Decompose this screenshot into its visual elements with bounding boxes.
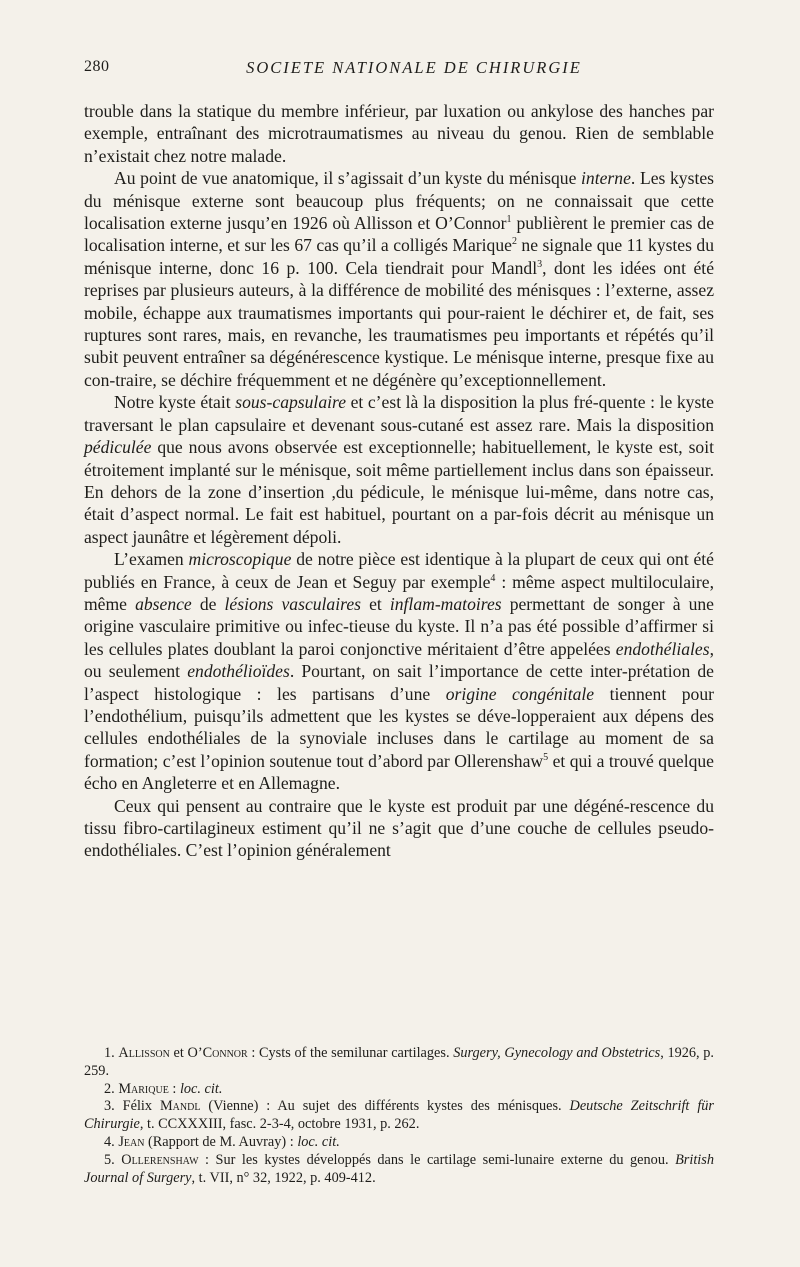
text-run: , dont les idées ont été reprises par plusieurs auteurs, à la différence de mobilité des ménisques : l’externe, assez mobile, échappe aux traumatismes importants qui pour-raient le déchirer et, de fait, ses ruptures sont rares, mais, en revanche, les traumatismes peu importants et répétés qu’il subit peuvent entraîner sa dégénérescence kystique. Le ménisque interne, presque fixe au con-traire, se déchire fréquemment et ne dégénère qu’exceptionnellement. [84, 257, 714, 390]
journal-title: Surgery, Gynecology and Obstetrics [453, 1045, 661, 1061]
text-run: de [191, 593, 225, 614]
running-title: SOCIETE NATIONALE DE CHIRURGIE [246, 58, 582, 77]
emphasis: origine congénitale [445, 683, 595, 704]
text-run: , t. CCXXXIII, fasc. 2-3-4, octobre 1931, p. 262. [139, 1116, 420, 1133]
text-run: et c’est là la disposition la plus fré-quente : le kyste traversant le plan capsulaire et devenant sous-cutané est assez rare. Mais la disposition [84, 392, 714, 435]
footnote-number: 3. [104, 1098, 115, 1115]
journal-title: Deutsche Zeitschrift für Chirurgie [84, 1098, 714, 1133]
footnote-number: 2. [104, 1080, 115, 1097]
emphasis: sous-capsulaire [235, 392, 347, 413]
text-run: , t. VII, n° 32, 1922, p. 409-412. [191, 1169, 376, 1186]
footnote-4 [84, 1134, 714, 1152]
journal-title: British Journal of Surgery [84, 1151, 714, 1186]
page-number: 280 [84, 58, 110, 75]
page-header [84, 58, 714, 86]
text-run: ne signale que 11 kystes du ménisque interne, donc 16 p. 100. Cela tiendrait pour Mandl [84, 235, 714, 278]
footnote-ref-5: 5 [543, 751, 549, 763]
text-run: publièrent le premier cas de localisation interne, et sur les 67 cas qu’il a colligés Marique [84, 213, 715, 256]
emphasis: microscopique [188, 549, 292, 570]
citation-ref: loc. cit. [297, 1133, 340, 1150]
paragraph-3 [84, 391, 714, 548]
text-run: Félix [122, 1098, 160, 1115]
text-run: (Vienne) : Au sujet des différents kystes des ménisques. [200, 1098, 570, 1115]
author-name: O’Connor [187, 1045, 248, 1061]
text-run: (Rapport de M. Auvray) : [144, 1133, 298, 1150]
emphasis: lésions vasculaires [224, 593, 361, 614]
footnote-2 [84, 1081, 714, 1099]
text-run: , 1926, p. 259. [84, 1045, 714, 1079]
text-run: : même aspect multiloculaire, même [84, 571, 714, 614]
paragraph-5: Ceux qui pensent au contraire que le kyste est produit par une dégéné-rescence du tissu fibro-cartilagineux estiment qu’il ne s’agit que d’une couche de cellules pseudo-endothéliales. C’est l’opinion généralement [84, 795, 714, 861]
footnote-3 [84, 1098, 714, 1134]
text-run: que nous avons observée est exceptionnelle; habituellement, le kyste est, soit étroitement implanté sur le ménisque, soit même partiellement inclus dans son épaisseur. En dehors de la zone d’insertion ,du pédicule, le ménisque lui-même, dans notre cas, était d’aspect normal. Le fait est habituel, pourtant on a par-fois décrit au ménisque un aspect jaunâtre et légèrement dépoli. [84, 437, 714, 547]
footnote-1 [84, 1045, 714, 1081]
emphasis: endothélioïdes [187, 661, 290, 682]
footnote-5 [84, 1152, 714, 1188]
paragraph-1: trouble dans la statique du membre inférieur, par luxation ou ankylose des hanches par exemple, entraînant des microtraumatismes au niveau du genou. Rien de semblable n’existait chez notre malade. [84, 101, 714, 166]
footnote-ref-3: 3 [537, 258, 543, 270]
author-name: Ollerenshaw [121, 1151, 199, 1168]
citation-ref: loc. cit. [179, 1080, 223, 1097]
emphasis: interne [581, 168, 631, 189]
text-run: : Cysts of the semilunar cartilages. [247, 1045, 454, 1061]
footnote-number: 5. [104, 1151, 115, 1168]
author-name: Marique [118, 1080, 169, 1097]
emphasis: endothéliales [615, 638, 710, 659]
text-run: : [168, 1080, 180, 1097]
author-name: Mandl [159, 1098, 201, 1115]
emphasis: inflam-matoires [389, 593, 502, 614]
footnotes [84, 1045, 714, 1187]
text-run: et qui a trouvé quelque écho en Angleterre et en Allemagne. [84, 750, 714, 794]
text-run: Notre kyste était [114, 392, 236, 413]
footnote-ref-1: 1 [506, 214, 512, 226]
author-name: Jean [118, 1133, 145, 1150]
text-run: . Les kystes du ménisque externe sont beaucoup plus fréquents; on ne connaissait que cette localisation externe jusqu’en 1926 où Allisson et O’Connor [84, 168, 714, 234]
text-run: : Sur les kystes développés dans le cartilage semi-lunaire externe du genou. [198, 1151, 676, 1168]
text-run: Au point de vue anatomique, il s’agissait d’un kyste du ménisque [114, 168, 582, 189]
author-name: Allisson [118, 1045, 170, 1061]
footnote-number: 1. [104, 1045, 115, 1061]
text-run: permettant de songer à une origine vasculaire primitive ou infec-tieuse du kyste. Il n’a pas été possible d’affirmer si les cellules plates doublant la paroi conjonctive méritaient d’être appelées [84, 593, 714, 659]
footnote-number: 4. [104, 1133, 115, 1150]
text-run: tiennent pour l’endothélium, puisqu’ils admettent que les kystes se déve-lopperaient aux dépens des cellules endothéliales de la synoviale incluses dans le cartilage au moment de sa formation; c’est l’opinion soutenue tout d’abord par Ollerenshaw [84, 683, 714, 771]
text-run: , ou seulement [84, 638, 714, 682]
paragraph-4 [84, 548, 714, 794]
text-run: et [360, 593, 390, 614]
emphasis: absence [135, 593, 192, 614]
emphasis: pédiculée [84, 437, 152, 458]
paragraph-2 [84, 167, 714, 391]
text-run: et [169, 1045, 188, 1061]
text-run: . Pourtant, on sait l’importance de cette inter-prétation de l’aspect histologique : les partisans d’une [84, 661, 714, 704]
text-run: L’examen [114, 549, 189, 570]
text-run: de notre pièce est identique à la plupart de ceux qui ont été publiés en France, à ceux de Jean et Seguy par exemple [84, 549, 714, 592]
footnote-ref-4: 4 [490, 572, 496, 584]
footnote-ref-2: 2 [511, 236, 517, 248]
body-text [84, 100, 714, 862]
